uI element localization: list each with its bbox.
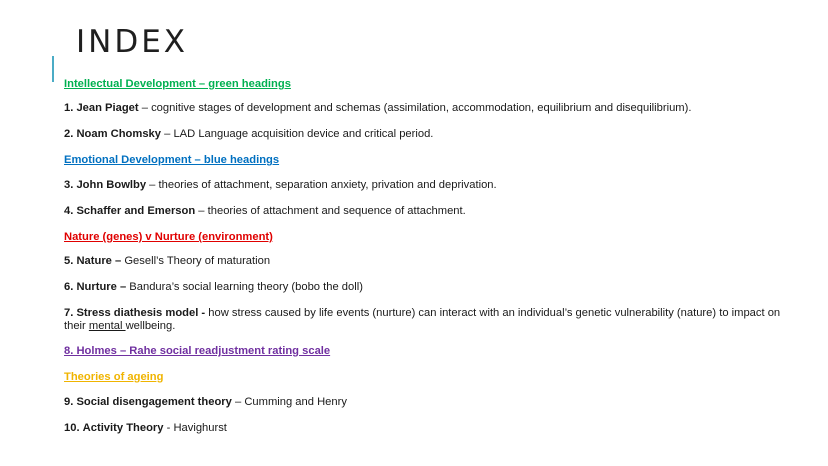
item-number: 1. — [64, 102, 74, 114]
item-name: Stress diathesis model - — [76, 307, 206, 319]
item-name: John Bowlby — [76, 179, 147, 191]
item-name: Activity Theory — [82, 422, 164, 434]
item-description: – theories of attachment, separation anxiety, privation and deprivation. — [146, 179, 497, 191]
item-number: 10. — [64, 422, 80, 434]
item-chomsky — [64, 128, 784, 141]
item-name: Schaffer and Emerson — [76, 205, 196, 217]
item-schaffer — [64, 205, 784, 218]
item-number: 5. — [64, 255, 74, 267]
item-description: Gesell’s Theory of maturation — [121, 255, 271, 267]
item-description-end: wellbeing. — [125, 320, 176, 332]
item-disengagement — [64, 396, 784, 409]
item-nature — [64, 255, 784, 268]
slide-title: INDEX — [76, 24, 189, 60]
item-name: Noam Chomsky — [76, 128, 162, 140]
item-description: – Cumming and Henry — [231, 396, 347, 408]
item-description: – LAD Language acquisition device and critical period. — [161, 128, 434, 140]
item-number: 7. — [64, 307, 74, 319]
heading-nature-nurture: Nature (genes) v Nurture (environment) — [64, 231, 273, 243]
item-name: Nature – — [76, 255, 122, 267]
item-number: 4. — [64, 205, 74, 217]
item-name: Social disengagement theory — [76, 396, 232, 408]
heading-ageing: Theories of ageing — [64, 371, 164, 383]
item-description: Bandura’s social learning theory (bobo the doll) — [126, 281, 363, 293]
item-description-underlined: mental — [88, 320, 126, 332]
accent-bar — [52, 56, 54, 82]
item-piaget — [64, 102, 784, 115]
heading-holmes-rahe: 8. Holmes – Rahe social readjustment rating scale — [64, 345, 331, 357]
item-description: – cognitive stages of development and schemas (assimilation, accommodation, equilibrium and disequilibrium). — [138, 102, 692, 114]
item-name: Jean Piaget — [76, 102, 139, 114]
item-description: - Havighurst — [163, 422, 227, 434]
item-number: 6. — [64, 281, 74, 293]
item-name: Nurture – — [76, 281, 127, 293]
item-number: 2. — [64, 128, 74, 140]
item-number: 3. — [64, 179, 74, 191]
heading-intellectual: Intellectual Development – green headings — [64, 78, 291, 90]
item-activity — [64, 422, 784, 435]
heading-emotional: Emotional Development – blue headings — [64, 154, 280, 166]
item-number: 9. — [64, 396, 74, 408]
item-description: how stress caused by life events (nurture) can interact with an individual’s genetic vulnerability (nature) to impact on their — [64, 307, 781, 332]
item-bowlby — [64, 179, 784, 192]
item-stress-diathesis — [64, 307, 784, 333]
item-description: – theories of attachment and sequence of attachment. — [195, 205, 466, 217]
item-nurture — [64, 281, 784, 294]
